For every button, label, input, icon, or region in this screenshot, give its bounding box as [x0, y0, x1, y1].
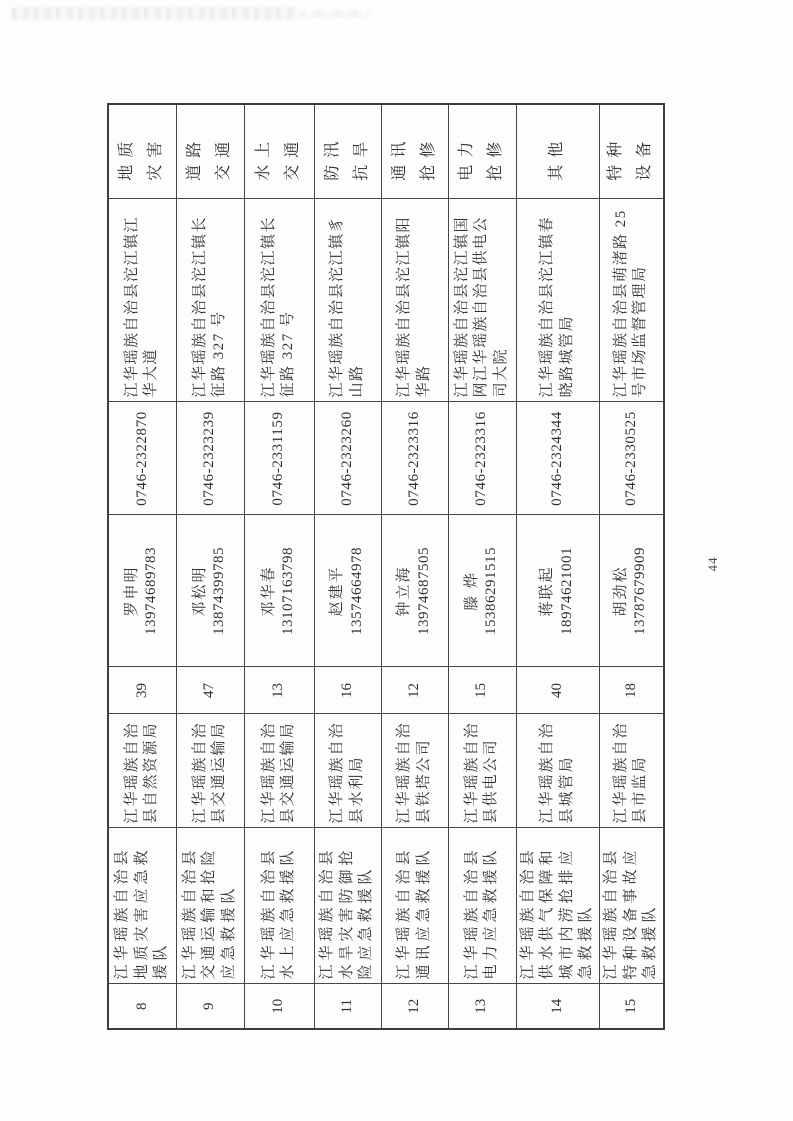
contact-phone: 13574664978 [348, 547, 365, 635]
table-row [599, 104, 664, 1029]
cell-duty-phone: 0746-2322870 [108, 402, 176, 515]
cell-responsible-unit: 江华瑶族自治县铁塔公司 [381, 714, 448, 828]
contact-name: 胡劲松 [612, 565, 629, 617]
cell-team-name: 江华瑶族自治县水上应急救援队 [244, 828, 314, 984]
table-row [516, 104, 599, 1029]
cell-responsible-unit: 江华瑶族自治县城管局 [516, 714, 599, 828]
cell-responsible-unit: 江华瑶族自治县水利局 [314, 714, 381, 828]
contact-name: 蒋联起 [539, 565, 555, 617]
cell-address: 江华瑶族自治县沱江镇江华大道 [108, 199, 176, 402]
cell-address: 江华瑶族自治县沱江镇长征路 327 号 [244, 199, 314, 402]
cell-team-name: 江华瑶族自治县电力应急救援队 [448, 828, 516, 984]
contact-name: 赵建平 [329, 565, 345, 617]
cell-team-name: 江华瑶族自治县水旱灾害防御抢险应急救援队 [314, 828, 381, 984]
cell-no: 13 [448, 984, 516, 1029]
contact-name: 邓松明 [191, 565, 208, 617]
cell-responsible-unit: 江华瑶族自治县交通运输局 [244, 714, 314, 828]
cell-duty-phone: 0746-2330525 [599, 402, 664, 515]
table-row [381, 104, 448, 1029]
table-row [314, 104, 381, 1029]
contact-phone: 13974687505 [415, 547, 432, 635]
cell-category [599, 104, 664, 199]
cell-address: 江华瑶族自治县萌渚路 25 号市场监督管理局 [599, 199, 664, 402]
cell-responsible-unit: 江华瑶族自治县市监局 [599, 714, 664, 828]
cell-address: 江华瑶族自治县沱江镇阳华路 [381, 199, 448, 402]
contact-phone: 18974621001 [558, 547, 575, 635]
cell-duty-phone: 0746-2323316 [448, 402, 516, 515]
cell-no: 12 [381, 984, 448, 1029]
cell-address: 江华瑶族自治县沱江镇春晓路城管局 [516, 199, 599, 402]
page-number: 44 [705, 556, 720, 572]
cell-category [176, 104, 244, 199]
cell-contact [244, 515, 314, 667]
table-row [244, 104, 314, 1029]
cell-headcount: 39 [108, 667, 176, 714]
cell-category [108, 104, 176, 199]
cell-category [516, 104, 599, 199]
table-row [448, 104, 516, 1029]
cell-address: 江华瑶族自治县沱江镇长征路 327 号 [176, 199, 244, 402]
cell-duty-phone: 0746-2323316 [381, 402, 448, 515]
cell-headcount: 12 [381, 667, 448, 714]
cell-no: 14 [516, 984, 599, 1029]
scan-smudge-artifact [12, 7, 297, 20]
cell-duty-phone: 0746-2323260 [314, 402, 381, 515]
contact-phone: 13107163798 [280, 547, 296, 635]
cell-contact [314, 515, 381, 667]
cell-contact [599, 515, 664, 667]
cell-no: 11 [314, 984, 381, 1029]
cell-responsible-unit: 江华瑶族自治县自然资源局 [108, 714, 176, 828]
contact-phone: 13974689783 [143, 547, 160, 635]
category-label: 道路交通 [186, 134, 232, 181]
contact-name: 邓华春 [260, 565, 277, 617]
cell-address: 江华瑶族自治县沱江镇国网江华瑶族自治县供电公司大院 [448, 199, 516, 402]
contact-phone: 13874399785 [211, 547, 227, 635]
category-label: 水上交通 [255, 134, 301, 181]
contact-phone: 15386291515 [483, 547, 499, 635]
cell-address: 江华瑶族自治县沱江镇豸山路 [314, 199, 381, 402]
cell-headcount: 47 [176, 667, 244, 714]
cell-contact [448, 515, 516, 667]
scan-smudge-artifact [300, 10, 370, 18]
cell-duty-phone: 0746-2324344 [516, 402, 599, 515]
cell-contact [176, 515, 244, 667]
rotated-table-container [107, 105, 658, 1030]
category-label: 通讯抢修 [390, 134, 437, 181]
contact-name: 钟立海 [396, 565, 412, 617]
category-label: 地质灾害 [118, 134, 165, 181]
cell-category [381, 104, 448, 199]
cell-headcount: 13 [244, 667, 314, 714]
cell-no: 10 [244, 984, 314, 1029]
cell-category [244, 104, 314, 199]
cell-headcount: 15 [448, 667, 516, 714]
cell-headcount: 16 [314, 667, 381, 714]
cell-team-name: 江华瑶族自治县交通运输和抢险应急救援队 [176, 828, 244, 984]
cell-team-name: 江华瑶族自治县特种设备事故应急救援队 [599, 828, 664, 984]
cell-contact [516, 515, 599, 667]
cell-no: 9 [176, 984, 244, 1029]
cell-category [314, 104, 381, 199]
cell-team-name: 江华瑶族自治县地质灾害应急救援队 [108, 828, 176, 984]
cell-responsible-unit: 江华瑶族自治县供电公司 [448, 714, 516, 828]
cell-duty-phone: 0746-2323239 [176, 402, 244, 515]
rescue-teams-table [107, 103, 665, 1030]
cell-no: 15 [599, 984, 664, 1029]
category-label: 电力抢修 [458, 134, 504, 181]
category-label: 特种设备 [607, 134, 654, 181]
contact-name: 滕 烨 [463, 571, 480, 611]
category-label: 防汛抗旱 [323, 134, 370, 181]
cell-responsible-unit: 江华瑶族自治县交通运输局 [176, 714, 244, 828]
cell-category [448, 104, 516, 199]
table-row [176, 104, 244, 1029]
table-row [108, 104, 176, 1029]
cell-no: 8 [108, 984, 176, 1029]
cell-headcount: 18 [599, 667, 664, 714]
cell-contact [381, 515, 448, 667]
cell-headcount: 40 [516, 667, 599, 714]
cell-team-name: 江华瑶族自治县通讯应急救援队 [381, 828, 448, 984]
category-label: 其他 [548, 134, 566, 181]
cell-contact [108, 515, 176, 667]
contact-phone: 13787679909 [632, 547, 649, 635]
cell-duty-phone: 0746-2331159 [244, 402, 314, 515]
cell-team-name: 江华瑶族自治县供水供气保障和城市内涝抢排应急救援队 [516, 828, 599, 984]
contact-name: 罗申明 [123, 565, 140, 617]
